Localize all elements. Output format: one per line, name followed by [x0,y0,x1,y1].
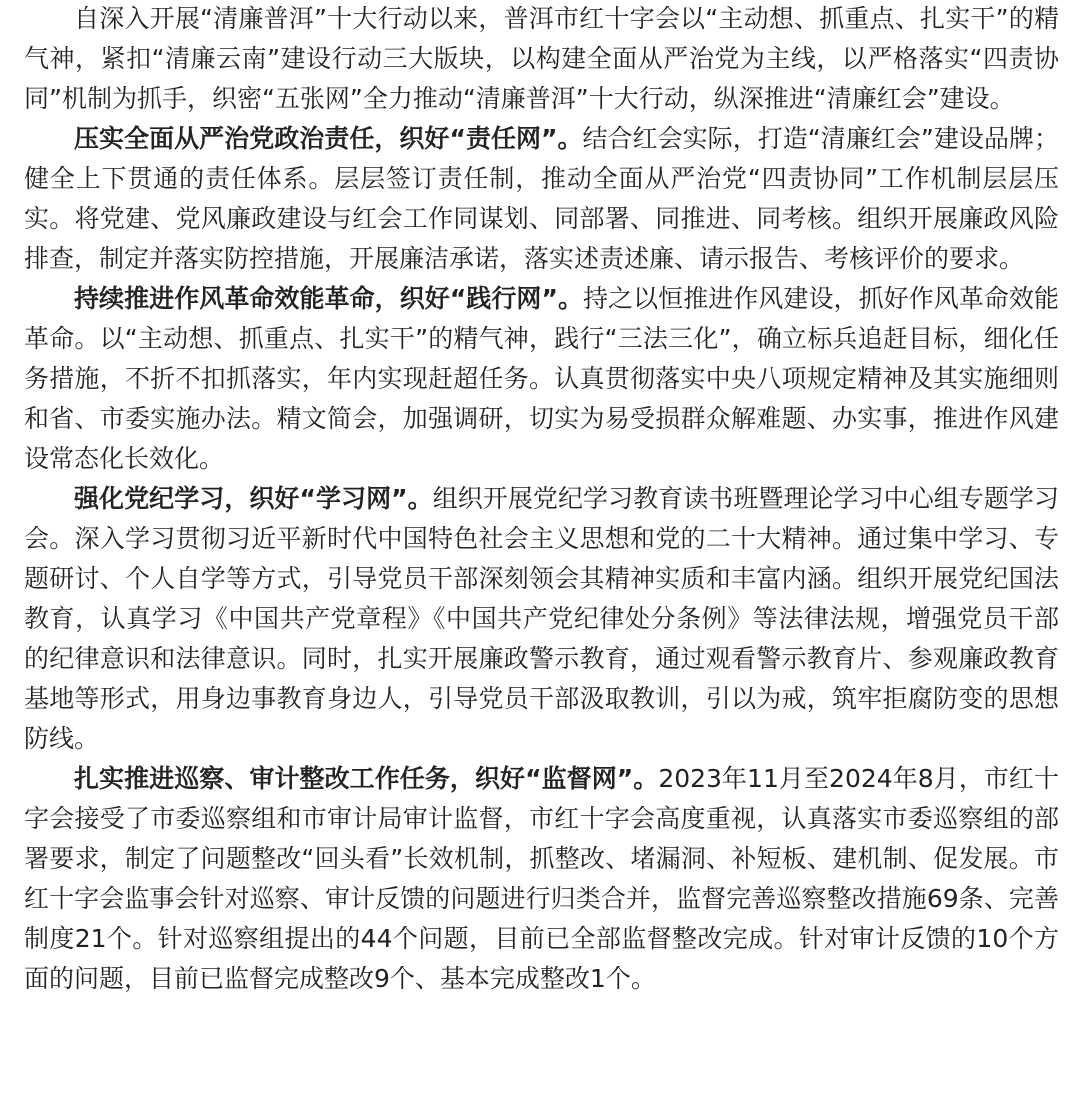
paragraph-lead: 扎实推进巡察、审计整改工作任务，织好“监督网”。 [74,764,659,793]
paragraph-lead: 压实全面从严治党政治责任，织好“责任网”。 [74,124,583,153]
paragraph-lead: 持续推进作风革命效能革命，织好“践行网”。 [74,284,583,313]
paragraph-text: 组织开展党纪学习教育读书班暨理论学习中心组专题学习会。深入学习贯彻习近平新时代中国特色社会主义思想和党的二十大精神。通过集中学习、专题研讨、个人自学等方式，引导党员干部深刻领会其精神实质和丰富内涵。组织开展党纪国法教育，认真学习《中国共产党章程》《中国共产党纪律处分条例》等法律法规，增强党员干部的纪律意识和法律意识。同时，扎实开展廉政警示教育，通过观看警示教育片、参观廉政教育基地等形式，用身边事教育身边人，引导党员干部汲取教训，引以为戒，筑牢拒腐防变的思想防线。 [24,484,1059,753]
paragraph-text: 持之以恒推进作风建设，抓好作风革命效能革命。以“主动想、抓重点、扎实干”的精气神，践行“三法三化”，确立标兵追赶目标，细化任务措施，不折不扣抓落实，年内实现赶超任务。认真贯彻落实中央八项规定精神及其实施细则和省、市委实施办法。精文简会，加强调研，切实为易受损群众解难题、办实事，推进作风建设常态化长效化。 [24,284,1059,473]
paragraph-intro [24,0,1059,119]
paragraph-text: 结合红会实际，打造“清廉红会”建设品牌；健全上下贯通的责任体系。层层签订责任制，推动全面从严治党“四责协同”工作机制层层压实。将党建、党风廉政建设与红会工作同谋划、同部署、同推进、同考核。组织开展廉政风险排查，制定并落实防控措施，开展廉洁承诺，落实述责述廉、请示报告、考核评价的要求。 [24,124,1059,273]
paragraph-text: 2023年11月至2024年8月，市红十字会接受了市委巡察组和市审计局审计监督，市红十字会高度重视，认真落实市委巡察组的部署要求，制定了问题整改“回头看”长效机制，抓整改、堵漏洞、补短板、建机制、促发展。市红十字会监事会针对巡察、审计反馈的问题进行归类合并，监督完善巡察整改措施69条、完善制度21个。针对巡察组提出的44个问题，目前已全部监督整改完成。针对审计反馈的10个方面的问题，目前已监督完成整改9个、基本完成整改1个。 [24,764,1059,993]
paragraph-text: 自深入开展“清廉普洱”十大行动以来，普洱市红十字会以“主动想、抓重点、扎实干”的精气神，紧扣“清廉云南”建设行动三大版块，以构建全面从严治党为主线，以严格落实“四责协同”机制为抓手，织密“五张网”全力推动“清廉普洱”十大行动，纵深推进“清廉红会”建设。 [24,4,1059,113]
paragraph-study-net [24,479,1059,759]
paragraph-supervision-net [24,759,1059,999]
paragraph-lead: 强化党纪学习，织好“学习网”。 [74,484,433,513]
paragraph-practice-net [24,279,1059,479]
paragraph-responsibility-net [24,119,1059,279]
